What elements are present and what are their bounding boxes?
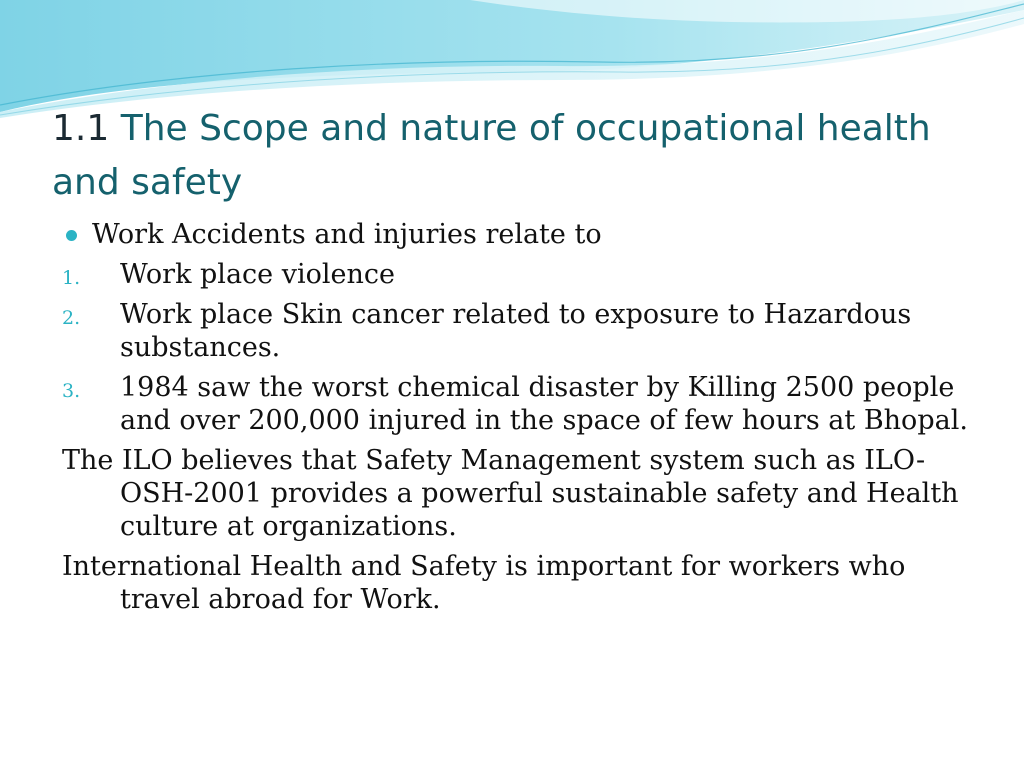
number-marker: 2. <box>62 307 81 329</box>
numbered-text: 1984 saw the worst chemical disaster by Killing 2500 people and over 200,000 injured in the space of few hours at Bhopal. <box>120 372 968 436</box>
bullet-dot-icon <box>66 230 77 241</box>
title-number: 1.1 <box>52 108 110 149</box>
numbered-text: Work place Skin cancer related to exposure to Hazardous substances. <box>120 299 912 363</box>
bullet-text: Work Accidents and injuries relate to <box>92 219 602 250</box>
slide-title <box>52 102 992 210</box>
paragraph-international: International Health and Safety is important for workers who travel abroad for Work. <box>62 551 906 615</box>
paragraph-ilo: The ILO believes that Safety Management system such as ILO-OSH-2001 provides a powerful sustainable safety and Health culture at organizations. <box>62 445 959 542</box>
numbered-text: Work place violence <box>120 259 395 290</box>
title-text: The Scope and nature of occupational health and safety <box>52 108 931 203</box>
number-marker: 3. <box>62 380 81 402</box>
numbered-item-2 <box>62 298 982 364</box>
numbered-item-1 <box>62 258 982 291</box>
numbered-item-3 <box>62 371 982 437</box>
slide-body <box>62 218 982 623</box>
number-marker: 1. <box>62 267 81 289</box>
bullet-item <box>62 218 982 251</box>
